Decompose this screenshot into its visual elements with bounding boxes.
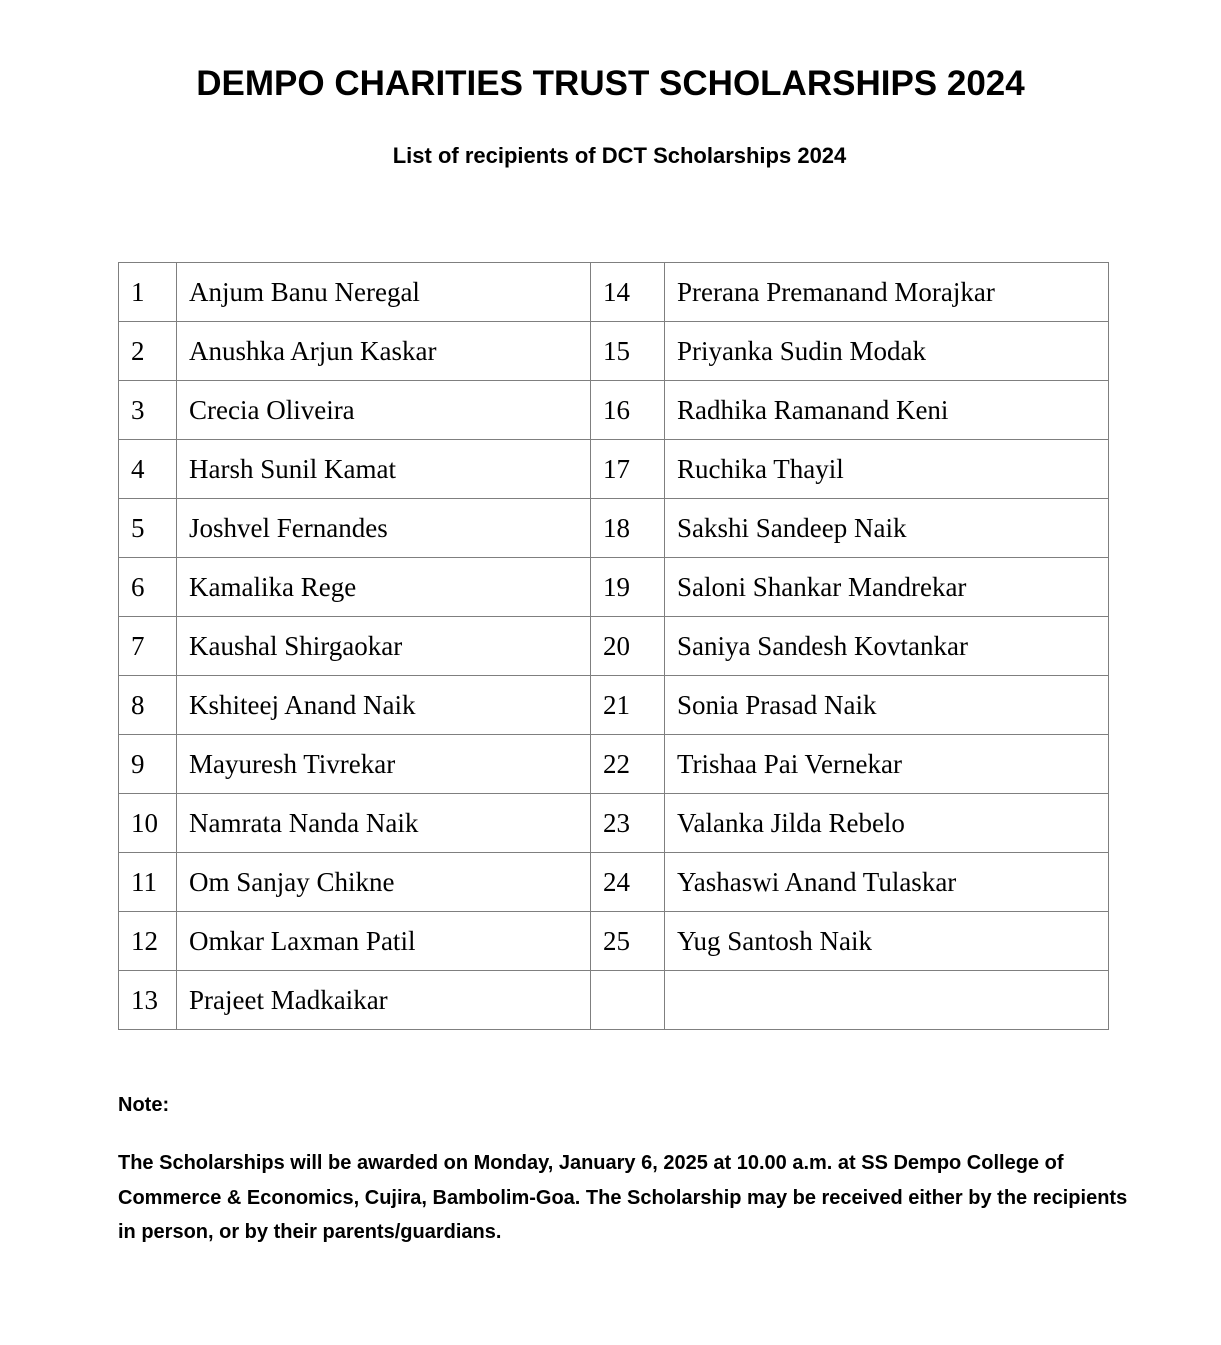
recipient-number: 4 bbox=[119, 440, 177, 499]
recipient-number: 7 bbox=[119, 617, 177, 676]
recipient-name: Trishaa Pai Vernekar bbox=[665, 735, 1109, 794]
recipient-number: 18 bbox=[591, 499, 665, 558]
table-row bbox=[119, 558, 1109, 617]
recipient-name: Yashaswi Anand Tulaskar bbox=[665, 853, 1109, 912]
recipient-name: Prerana Premanand Morajkar bbox=[665, 263, 1109, 322]
recipient-name: Joshvel Fernandes bbox=[177, 499, 591, 558]
recipient-name: Saloni Shankar Mandrekar bbox=[665, 558, 1109, 617]
document-title: DEMPO CHARITIES TRUST SCHOLARSHIPS 2024 bbox=[196, 64, 1025, 103]
table-row bbox=[119, 499, 1109, 558]
recipient-number: 15 bbox=[591, 322, 665, 381]
table-row bbox=[119, 322, 1109, 381]
recipient-name: Prajeet Madkaikar bbox=[177, 971, 591, 1030]
recipient-number: 14 bbox=[591, 263, 665, 322]
recipient-name: Valanka Jilda Rebelo bbox=[665, 794, 1109, 853]
recipient-name: Om Sanjay Chikne bbox=[177, 853, 591, 912]
recipient-number: 23 bbox=[591, 794, 665, 853]
empty-cell bbox=[591, 971, 665, 1030]
recipient-number: 5 bbox=[119, 499, 177, 558]
table-row bbox=[119, 676, 1109, 735]
recipient-name: Anushka Arjun Kaskar bbox=[177, 322, 591, 381]
recipient-number: 10 bbox=[119, 794, 177, 853]
recipient-name: Crecia Oliveira bbox=[177, 381, 591, 440]
recipient-number: 13 bbox=[119, 971, 177, 1030]
recipient-name: Mayuresh Tivrekar bbox=[177, 735, 591, 794]
recipient-name: Omkar Laxman Patil bbox=[177, 912, 591, 971]
recipient-number: 2 bbox=[119, 322, 177, 381]
recipient-name: Radhika Ramanand Keni bbox=[665, 381, 1109, 440]
recipient-number: 6 bbox=[119, 558, 177, 617]
recipient-number: 1 bbox=[119, 263, 177, 322]
table-row bbox=[119, 381, 1109, 440]
table-row bbox=[119, 853, 1109, 912]
note-label: Note: bbox=[118, 1094, 170, 1116]
recipient-number: 20 bbox=[591, 617, 665, 676]
recipient-number: 24 bbox=[591, 853, 665, 912]
table-row bbox=[119, 794, 1109, 853]
table-row bbox=[119, 912, 1109, 971]
recipient-name: Kamalika Rege bbox=[177, 558, 591, 617]
recipient-number: 16 bbox=[591, 381, 665, 440]
table-row bbox=[119, 971, 1109, 1030]
recipient-number: 12 bbox=[119, 912, 177, 971]
recipient-name: Sakshi Sandeep Naik bbox=[665, 499, 1109, 558]
recipient-number: 19 bbox=[591, 558, 665, 617]
recipient-number: 17 bbox=[591, 440, 665, 499]
table-row bbox=[119, 263, 1109, 322]
recipient-number: 22 bbox=[591, 735, 665, 794]
recipient-number: 3 bbox=[119, 381, 177, 440]
recipient-name: Kshiteej Anand Naik bbox=[177, 676, 591, 735]
recipient-name: Priyanka Sudin Modak bbox=[665, 322, 1109, 381]
document-subtitle: List of recipients of DCT Scholarships 2024 bbox=[392, 143, 847, 168]
recipients-table bbox=[118, 262, 1109, 1030]
recipient-number: 9 bbox=[119, 735, 177, 794]
recipient-name: Ruchika Thayil bbox=[665, 440, 1109, 499]
table-row bbox=[119, 617, 1109, 676]
recipient-name: Yug Santosh Naik bbox=[665, 912, 1109, 971]
empty-cell bbox=[665, 971, 1109, 1030]
recipient-name: Harsh Sunil Kamat bbox=[177, 440, 591, 499]
recipient-number: 8 bbox=[119, 676, 177, 735]
recipient-name: Kaushal Shirgaokar bbox=[177, 617, 591, 676]
recipient-number: 21 bbox=[591, 676, 665, 735]
recipient-name: Anjum Banu Neregal bbox=[177, 263, 591, 322]
recipient-number: 25 bbox=[591, 912, 665, 971]
recipient-number: 11 bbox=[119, 853, 177, 912]
recipient-name: Saniya Sandesh Kovtankar bbox=[665, 617, 1109, 676]
recipient-name: Namrata Nanda Naik bbox=[177, 794, 591, 853]
recipient-name: Sonia Prasad Naik bbox=[665, 676, 1109, 735]
note-text: The Scholarships will be awarded on Monday, January 6, 2025 at 10.00 a.m. at SS Dempo College of Commerce & Economics, Cujira, Bambolim-Goa. The Scholarship may be received either by the recipients in person, or by their parents/guardians. bbox=[118, 1152, 1128, 1243]
table-row bbox=[119, 440, 1109, 499]
table-row bbox=[119, 735, 1109, 794]
